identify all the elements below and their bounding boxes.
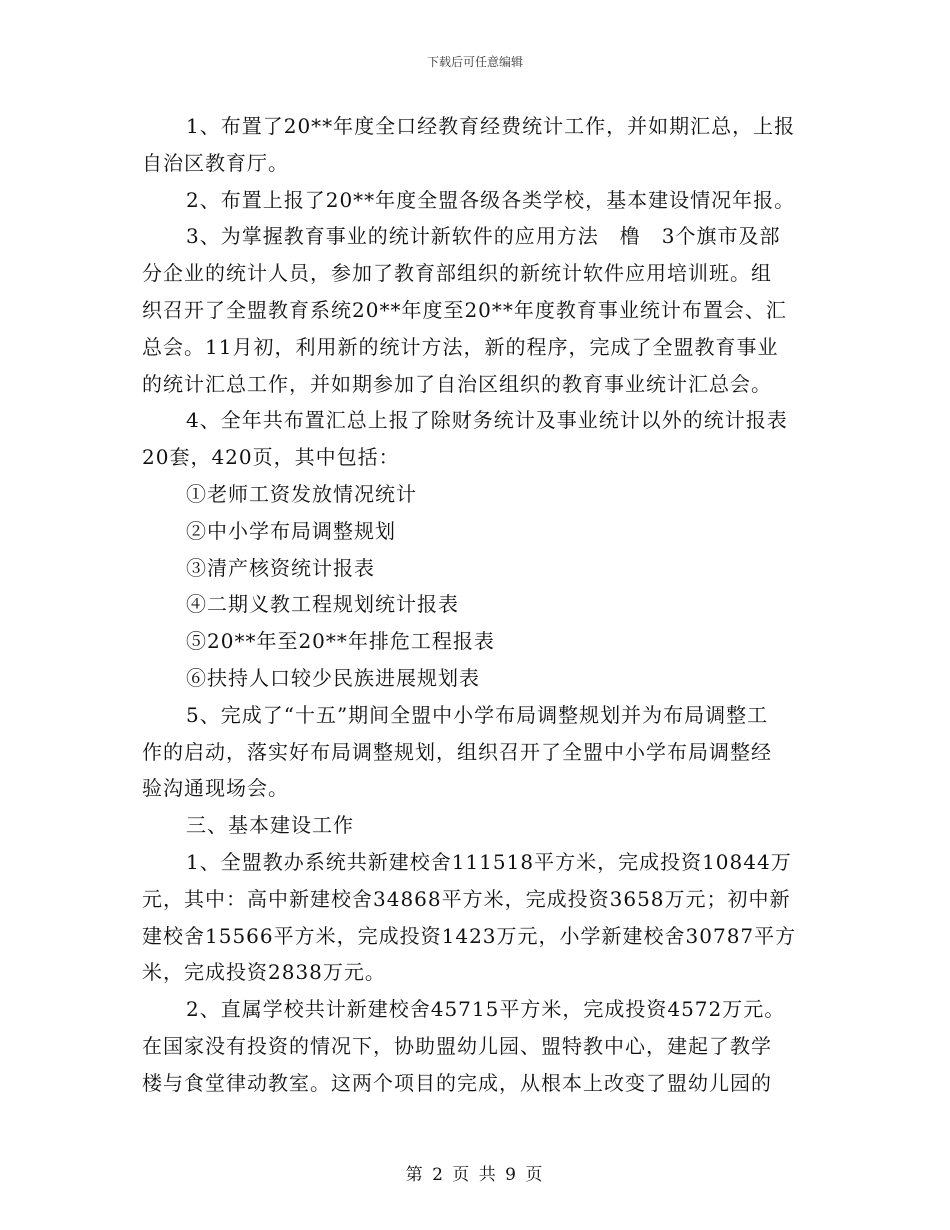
text-line: 元，其中：高中新建校舍34868平方米，完成投资3658万元；初中新: [142, 886, 791, 911]
text-line: 织召开了全盟教育系统20**年度至20**年度教育事业统计布置会、汇: [142, 297, 787, 322]
text-line: 5、完成了“十五”期间全盟中小学布局调整规划并为布局调整工: [186, 702, 769, 727]
text-line: 1、全盟教办系统共新建校舍111518平方米，完成投资10844万: [186, 849, 792, 874]
text-line: 自治区教育厅。: [142, 150, 289, 175]
text-line: 在国家没有投资的情况下，协助盟幼儿园、盟特教中心，建起了教学: [142, 1033, 772, 1058]
page-footer: 第 2 页 共 9 页: [405, 1165, 545, 1185]
document-body: [142, 108, 812, 1102]
text-line: ③清产核资统计报表: [186, 555, 375, 580]
text-line: 总会。11月初，利用新的统计方法，新的程序，完成了全盟教育事业: [142, 334, 779, 359]
text-line: ⑥扶持人口较少民族进展规划表: [186, 665, 480, 690]
text-line: ①老师工资发放情况统计: [186, 481, 417, 506]
text-line: 2、布置上报了20**年度全盟各级各类学校，基本建设情况年报。: [186, 187, 796, 212]
text-line: ⑤20**年至20**年排危工程报表: [186, 629, 495, 654]
text-line: ④二期义教工程规划统计报表: [186, 592, 459, 617]
text-line: 米，完成投资2838万元。: [142, 960, 386, 985]
text-line: 验沟通现场会。: [142, 776, 289, 801]
text-line: 3、为掌握教育事业的统计新软件的应用方法 橹 3个旗市及部: [186, 224, 781, 249]
text-line: 三、基本建设工作: [186, 813, 354, 838]
text-line: 2、直属学校共计新建校舍45715平方米，完成投资4572万元。: [186, 997, 786, 1022]
text-line: 分企业的统计人员，参加了教育部组织的新统计软件应用培训班。组: [142, 261, 772, 286]
page-header: 下载后可任意编辑: [426, 55, 523, 69]
text-line: 楼与食堂律动教室。这两个项目的完成，从根本上改变了盟幼儿园的: [142, 1070, 772, 1095]
text-line: 作的启动，落实好布局调整规划，组织召开了全盟中小学布局调整经: [142, 739, 772, 764]
text-line: ②中小学布局调整规划: [186, 518, 396, 543]
text-line: 1、布置了20**年度全口经教育经费统计工作，并如期汇总，上报: [186, 114, 796, 138]
text-line: 20套，420页，其中包括：: [142, 445, 400, 470]
text-line: 建校舍15566平方米，完成投资1423万元，小学新建校舍30787平方: [142, 923, 797, 948]
text-line: 的统计汇总工作，并如期参加了自治区组织的教育事业统计汇总会。: [142, 371, 772, 396]
text-line: 4、全年共布置汇总上报了除财务统计及事业统计以外的统计报表: [186, 408, 788, 433]
